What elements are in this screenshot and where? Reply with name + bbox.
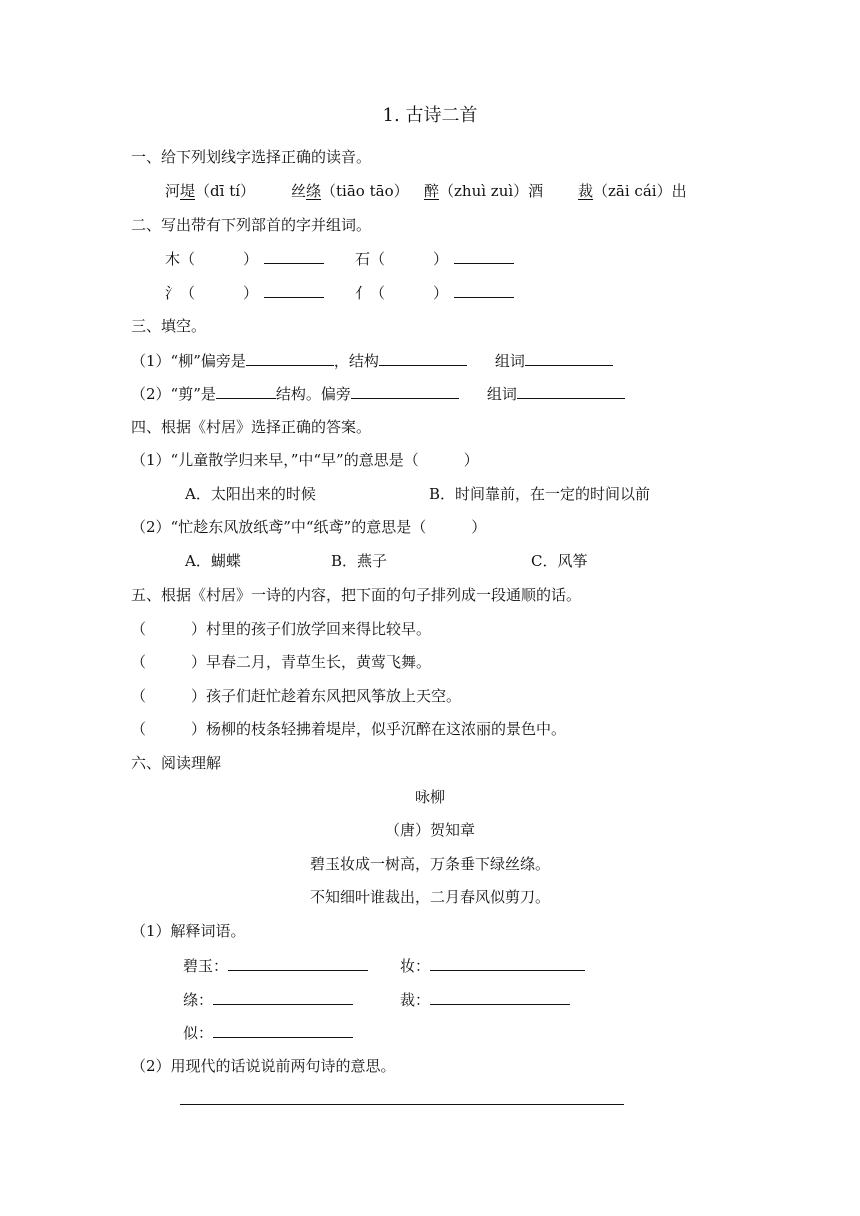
choice-question-2: （2）“忙趁东风放纸鸢”中“纸鸢”的意思是（ ） <box>131 518 487 536</box>
order-item-1: （ ）村里的孩子们放学回来得比较早。 <box>131 620 432 638</box>
poem-line-1: 碧玉妆成一树高，万条垂下绿丝绦。 <box>309 855 550 873</box>
choice-2-option-c: C．风筝 <box>531 552 588 570</box>
answer-line <box>180 1104 624 1105</box>
poem-line-2: 不知细叶谁裁出，二月春风似剪刀。 <box>309 888 550 906</box>
radical-item-1: 木（ ） <box>165 248 324 269</box>
order-item-3: （ ）孩子们赶忙趁着东风把风筝放上天空。 <box>131 687 462 705</box>
page-title: 1. 古诗二首 <box>382 105 478 126</box>
choice-1-option-a: A．太阳出来的时候 <box>185 485 316 503</box>
word-blank-biyu: 碧玉： <box>183 955 368 976</box>
choice-2-option-a: A．蝴蝶 <box>185 552 241 570</box>
reading-question-1: （1）解释词语。 <box>131 922 246 940</box>
word-blank-tao: 绦： <box>183 989 353 1010</box>
choice-2-option-b: B．燕子 <box>331 552 388 570</box>
pinyin-item-2: 丝绦（tiāo tāo） <box>291 182 409 200</box>
order-item-4: （ ）杨柳的枝条轻拂着堤岸，似乎沉醉在这浓丽的景色中。 <box>131 720 567 738</box>
section-5-heading: 五、根据《村居》一诗的内容，把下面的句子排列成一段通顺的话。 <box>131 586 582 604</box>
section-3-heading: 三、填空。 <box>131 317 207 335</box>
radical-item-3: 氵（ ） <box>165 282 324 303</box>
pinyin-item-1: 河堤（dī tí） <box>165 182 256 200</box>
pinyin-item-4: 裁（zāi cái）出 <box>578 182 687 200</box>
pinyin-item-3: 醉（zhuì zuì）酒 <box>424 182 544 200</box>
radical-item-4: 亻（ ） <box>355 282 514 303</box>
poem-author: （唐）贺知章 <box>384 821 475 839</box>
reading-question-2: （2）用现代的话说说前两句诗的意思。 <box>131 1057 396 1075</box>
word-blank-cai: 裁： <box>400 989 570 1010</box>
choice-1-option-b: B．时间靠前，在一定的时间以前 <box>429 485 651 503</box>
word-blank-si: 似： <box>183 1022 353 1043</box>
fill-question-1: （1）“柳”偏旁是 ，结构 组词 <box>131 350 613 371</box>
order-item-2: （ ）早春二月，青草生长，黄莺飞舞。 <box>131 653 432 671</box>
section-4-heading: 四、根据《村居》选择正确的答案。 <box>131 418 372 436</box>
poem-title: 咏柳 <box>414 788 445 806</box>
section-2-heading: 二、写出带有下列部首的字并组词。 <box>131 216 372 234</box>
word-blank-zhuang: 妆： <box>400 955 585 976</box>
section-6-heading: 六、阅读理解 <box>131 754 222 772</box>
radical-item-2: 石（ ） <box>355 248 514 269</box>
choice-question-1: （1）“儿童散学归来早，”中“早”的意思是（ ） <box>131 451 479 469</box>
section-1-heading: 一、给下列划线字选择正确的读音。 <box>131 148 372 166</box>
fill-question-2: （2）“剪”是 结构。偏旁 组词 <box>131 383 625 404</box>
